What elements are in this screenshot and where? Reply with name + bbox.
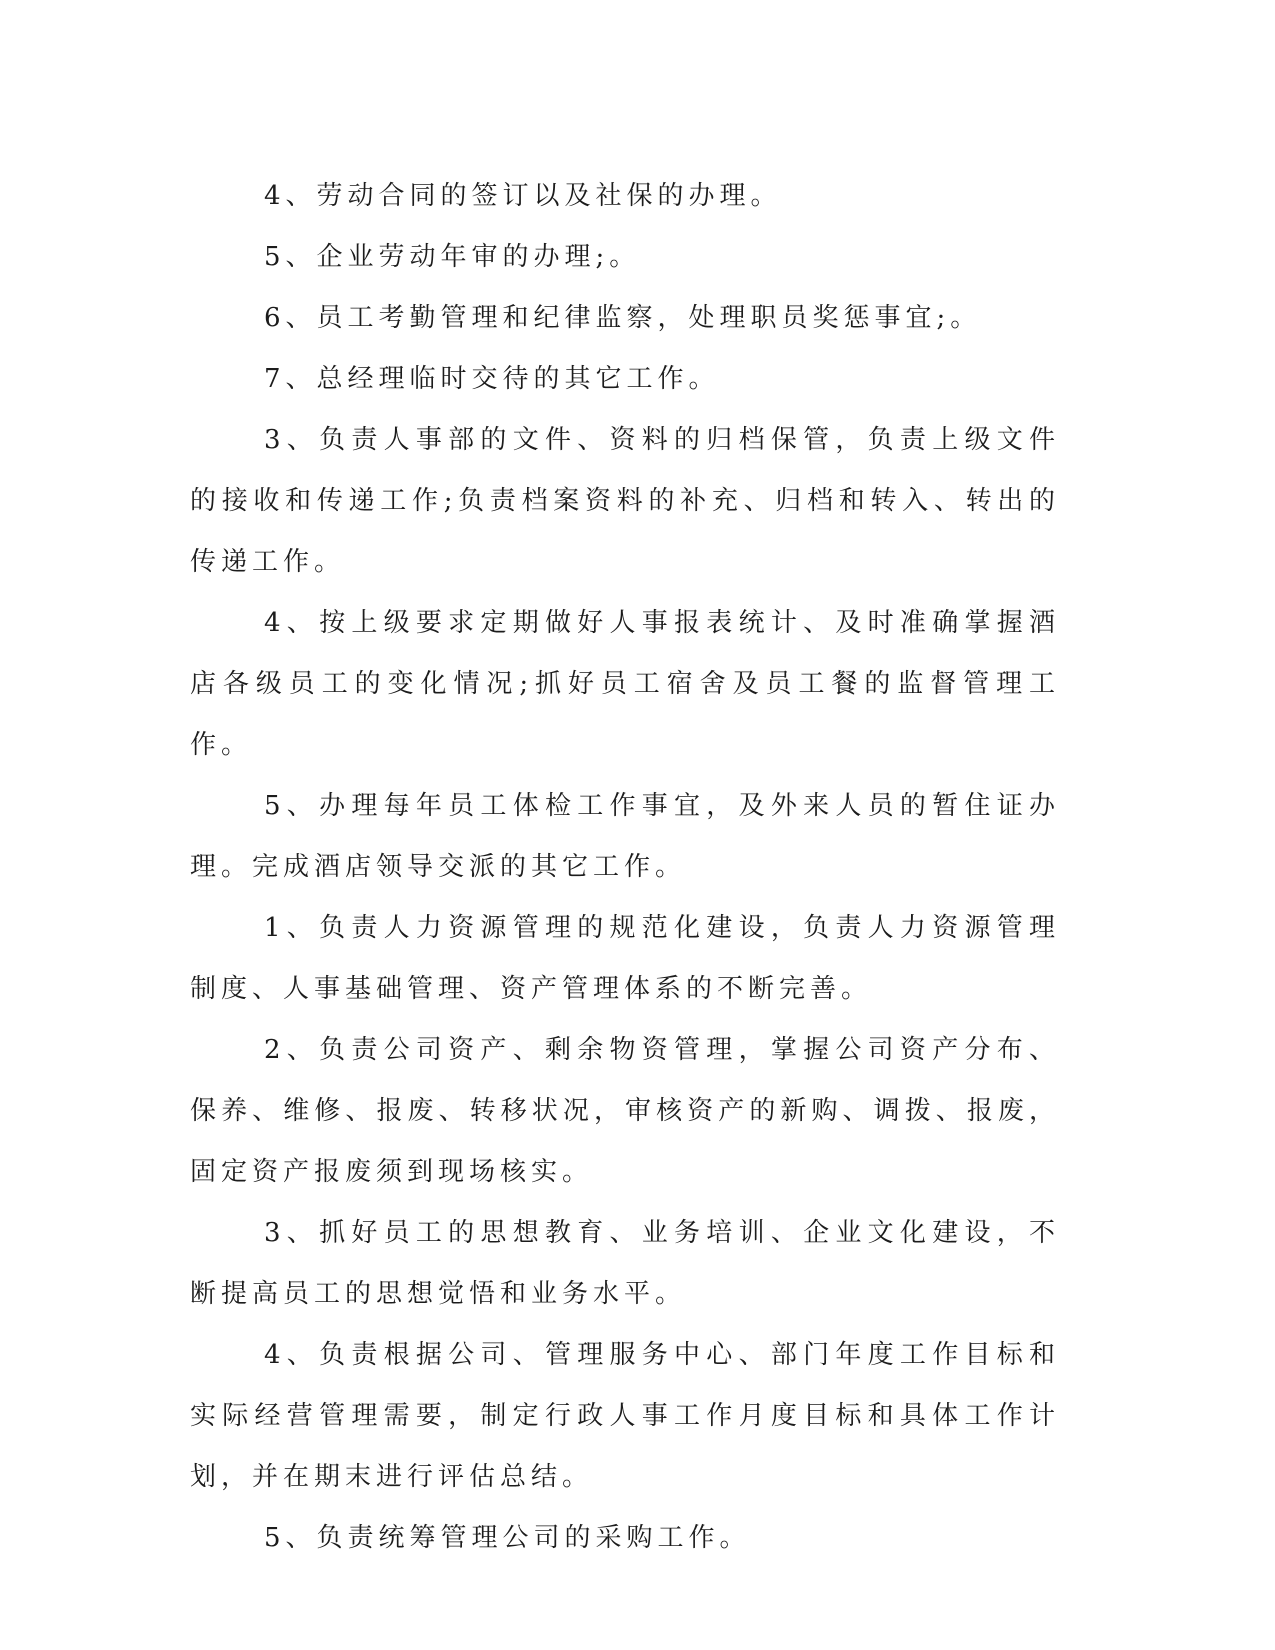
paragraph-6: 4、按上级要求定期做好人事报表统计、及时准确掌握酒店各级员工的变化情况;抓好员工宿舍及员工餐的监督管理工作。: [190, 608, 1060, 760]
paragraph-10: 3、抓好员工的思想教育、业务培训、企业文化建设，不断提高员工的思想觉悟和业务水平。: [190, 1218, 1060, 1309]
paragraph-8: 1、负责人力资源管理的规范化建设，负责人力资源管理制度、人事基础管理、资产管理体系的不断完善。: [190, 913, 1060, 1004]
paragraph-5: 3、负责人事部的文件、资料的归档保管，负责上级文件的接收和传递工作;负责档案资料的补充、归档和转入、转出的传递工作。: [190, 425, 1060, 577]
paragraph-3: 6、员工考勤管理和纪律监察，处理职员奖惩事宜;。: [264, 303, 982, 333]
paragraph-2: 5、企业劳动年审的办理;。: [264, 242, 641, 272]
paragraph-12: 5、负责统筹管理公司的采购工作。: [264, 1523, 751, 1553]
paragraph-1: 4、劳动合同的签订以及社保的办理。: [264, 181, 782, 211]
paragraph-7: 5、办理每年员工体检工作事宜，及外来人员的暂住证办理。完成酒店领导交派的其它工作。: [190, 791, 1060, 882]
document-body: [190, 166, 1060, 1569]
paragraph-9: 2、负责公司资产、剩余物资管理，掌握公司资产分布、保养、维修、报废、转移状况，审核资产的新购、调拨、报废，固定资产报废须到现场核实。: [190, 1035, 1060, 1187]
paragraph-4: 7、总经理临时交待的其它工作。: [264, 364, 720, 394]
paragraph-11: 4、负责根据公司、管理服务中心、部门年度工作目标和实际经营管理需要，制定行政人事工作月度目标和具体工作计划，并在期末进行评估总结。: [190, 1340, 1060, 1492]
